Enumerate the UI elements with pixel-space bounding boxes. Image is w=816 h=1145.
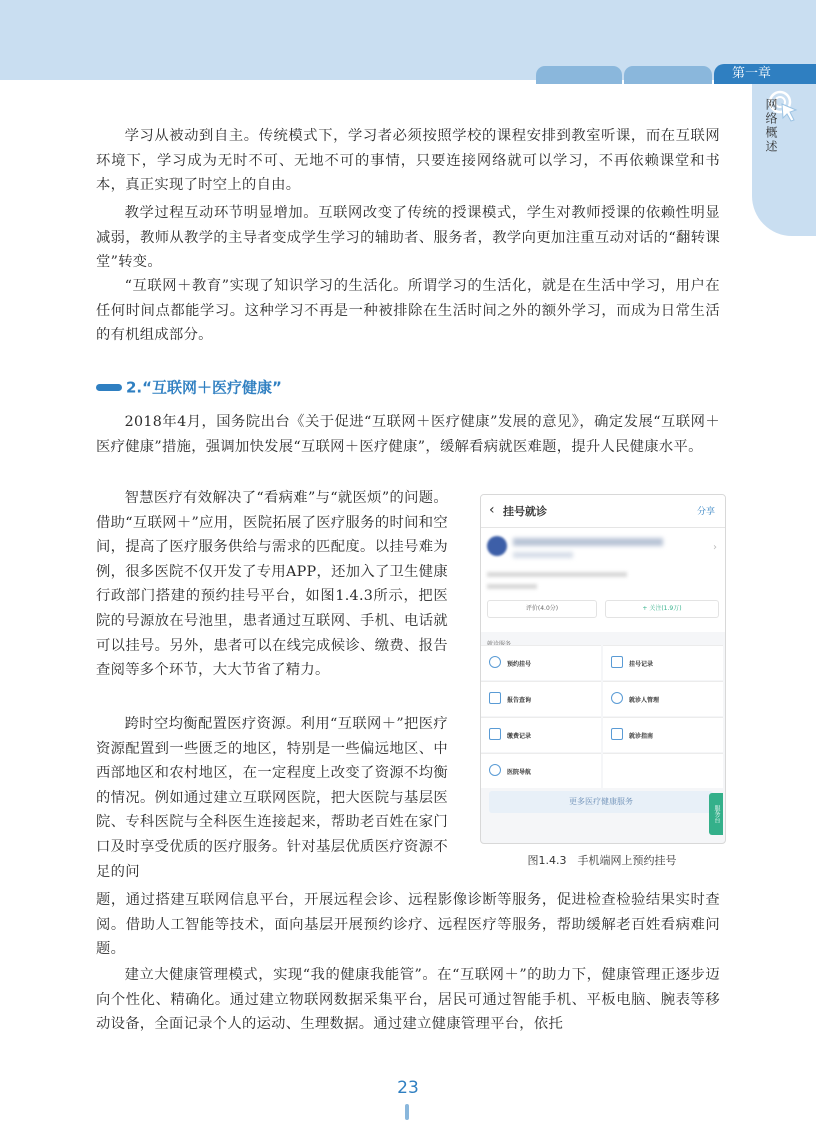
hospital-logo (487, 536, 507, 556)
service-label: 医院导航 (507, 769, 532, 776)
service-payment-records[interactable] (481, 717, 601, 752)
section-heading (96, 376, 282, 399)
paragraph-4: 2018年4月，国务院出台《关于促进“互联网＋医疗健康”发展的意见》，确定发展“互联网＋医疗健康”措施，强调加快发展“互联网＋医疗健康”，缓解看病就医难题，提升人民健康水平。 (96, 414, 720, 455)
page-number-bar (405, 1104, 409, 1120)
user-icon (611, 692, 623, 704)
chevron-left-icon[interactable]: ‹ (489, 502, 495, 518)
service-label: 报告查询 (507, 697, 532, 704)
service-patient-management[interactable] (603, 681, 723, 716)
hospital-info-blurred (487, 572, 627, 577)
service-label: 就诊人管理 (629, 697, 660, 704)
service-appointment-records[interactable] (603, 645, 723, 680)
header-tab-2 (624, 66, 712, 84)
phone-screenshot (480, 494, 726, 844)
location-pin-icon (489, 764, 501, 776)
more-services-button[interactable]: 更多医疗健康服务 (489, 791, 713, 813)
follow-button[interactable]: + 关注(1.9万) (605, 600, 719, 618)
paragraph-1: 学习从被动到自主。传统模式下，学习者必须按照学校的课程安排到教室听课，而在互联网环境下，学习成为无时不可、无地不可的事情，只要连接网络就可以学习，不再依赖课堂和书本，真正实现了时空上的自由。 (96, 128, 720, 194)
hospital-card[interactable] (481, 528, 725, 632)
hospital-name-blurred (513, 538, 663, 546)
page-number: 23 (397, 1078, 419, 1098)
chevron-right-icon: › (713, 542, 717, 553)
paragraph-6: 跨时空均衡配置医疗资源。利用“互联网＋”把医疗资源配置到一些匮乏的地区，特别是一些偏远地区、中西部地区和农村地区，在一定程度上改变了资源不均衡的情况。例如通过建立互联网医院，把大医院与基层医院、专科医院与全科医生连接起来，帮助老百姓在家门口及时享受优质的医疗服务。针对基层优质医疗资源不足的问 (96, 716, 448, 880)
service-empty-cell (603, 753, 723, 788)
rating-button[interactable]: 评价(4.0分) (487, 600, 597, 618)
paragraph-2: 教学过程互动环节明显增加。互联网改变了传统的授课模式，学生对教师授课的依赖性明显减弱，教师从教学的主导者变成学生学习的辅助者、服务者，教学向更加注重互动对话的“翻转课堂”转变。 (96, 205, 720, 271)
phone-title: 挂号就诊 (503, 505, 547, 518)
guide-icon (611, 728, 623, 740)
paragraph-5: 智慧医疗有效解决了“看病难”与“就医烦”的问题。借助“互联网＋”应用，医院拓展了医疗服务的时间和空间，提高了医疗服务供给与需求的匹配度。以挂号难为例，很多医院不仅开发了专用APP，还加入了卫生健康行政部门搭建的预约挂号平台，如图1.4.3所示，把医院的号源放在号池里，患者通过互联网、手机、电话就可以挂号。另外，患者可以在线完成候诊、缴费、报告查阅等多个环节，大大节省了精力。 (96, 490, 448, 679)
paragraph-7: 建立大健康管理模式，实现“我的健康我能管”。在“互联网＋”的助力下，健康管理正逐步迈向个性化、精确化。通过建立物联网数据采集平台，居民可通过智能手机、平板电脑、腕表等移动设备，全面记录个人的运动、生理数据。通过建立健康管理平台，依托 (96, 967, 720, 1033)
hospital-info-blurred-2 (487, 584, 537, 589)
header-tab-1 (536, 66, 622, 84)
service-report-query[interactable] (481, 681, 601, 716)
service-guide[interactable] (603, 717, 723, 752)
hospital-tag-blurred (513, 552, 573, 558)
paragraph-3: “互联网＋教育”实现了知识学习的生活化。所谓学习的生活化，就是在生活中学习，用户在任何时间点都能学习。这种学习不再是一种被排除在生活时间之外的额外学习，而成为日常生活的有机组成部分。 (96, 278, 720, 344)
heading-bar (96, 384, 122, 391)
section-heading-text: 2.“互联网＋医疗健康” (126, 378, 282, 397)
side-label: 网络概述 (764, 98, 778, 154)
service-desk-tab[interactable]: 服务台 (709, 793, 723, 835)
chapter-tab: 第一章 (714, 64, 816, 84)
service-label: 就诊指南 (629, 733, 654, 740)
plus-circle-icon (489, 656, 501, 668)
share-button[interactable]: 分享 (696, 507, 715, 517)
phone-header (481, 495, 725, 528)
record-icon (611, 656, 623, 668)
payment-icon (489, 728, 501, 740)
service-label: 缴费记录 (507, 733, 532, 740)
service-hospital-navigation[interactable] (481, 753, 601, 788)
service-label: 预约挂号 (507, 661, 532, 668)
service-label: 挂号记录 (629, 661, 654, 668)
service-book-appointment[interactable] (481, 645, 601, 680)
report-icon (489, 692, 501, 704)
figure-caption: 图1.4.3 手机端网上预约挂号 (527, 854, 677, 867)
paragraph-6-cont: 题，通过搭建互联网信息平台，开展远程会诊、远程影像诊断等服务，促进检查检验结果实时查阅。借助人工智能等技术，面向基层开展预约诊疗、远程医疗等服务，帮助缓解老百姓看病难问题。 (96, 892, 720, 958)
